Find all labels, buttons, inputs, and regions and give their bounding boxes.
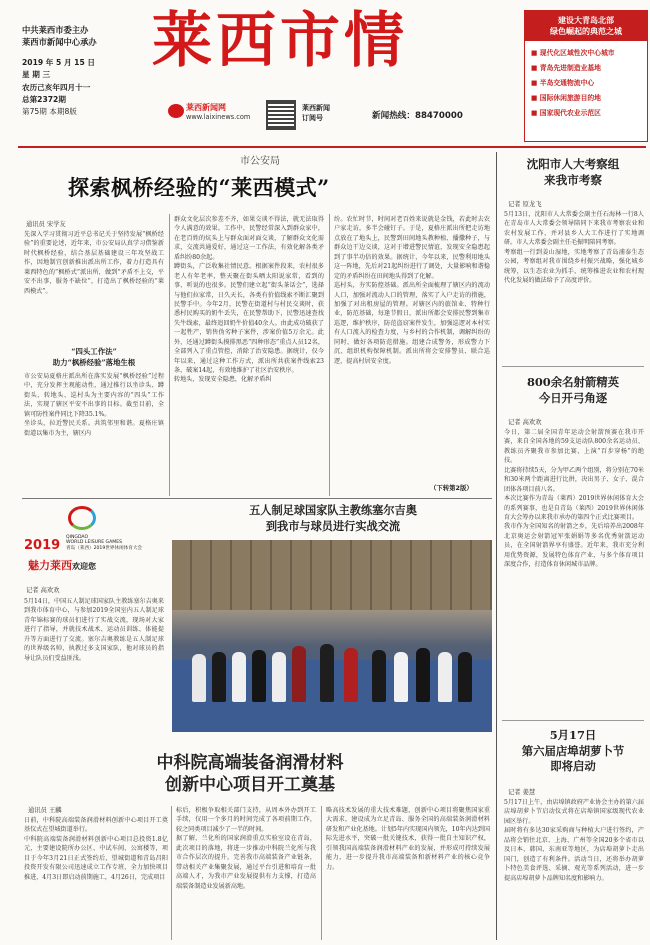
- player-figure: [212, 652, 226, 702]
- right-byline-3: 记者 姜慧: [508, 789, 536, 796]
- site-name: 莱西新闻网: [186, 103, 226, 112]
- bottom-headline: [80, 752, 420, 796]
- right-headline-2-line2: 今日开弓角逐: [538, 391, 608, 405]
- promo-title: [525, 11, 647, 41]
- right-headline-3: [500, 728, 646, 775]
- football-byline: 记者 高欢欢: [26, 587, 60, 594]
- football-photo: [172, 540, 492, 732]
- masthead-rule: [18, 146, 646, 148]
- lead-subhead-1: “四头工作法”: [71, 347, 117, 356]
- right-headline-3-date: 5月17日: [549, 728, 597, 742]
- promo-item: ■ 现代化区域性次中心城市: [531, 49, 615, 58]
- site-logo-icon: [168, 104, 184, 118]
- right-headline-3-line2: 即将启动: [550, 759, 596, 773]
- promo-list: [525, 41, 647, 126]
- right-byline-1: 记者 原龙飞: [508, 201, 542, 208]
- wechat-label-1: 莱西新闻: [302, 104, 330, 112]
- weekday: 星 期 三: [22, 70, 51, 80]
- games-name-3: 青岛（莱西）2019世界休闲体育大会: [66, 545, 143, 551]
- player-figure: [292, 646, 306, 702]
- lead-kicker: 市公安局: [240, 156, 280, 167]
- bottom-text-col2: 标后，积极争取相关部门支持，从周本外办到开工手续，仅用一个多月的时间完成了各项前期工作，较之同类项目减少了一半的时间。 据了解，兰化所的国家润滑重点实验室设在青岛，此次项目的落地，将进一步推动中科院兰化所与我市合作层次的提升，完善我市高端装备产业链条，带动相关产业集聚发展，通过平台引进和培育一批高端人才，为我市产业发展提供有力支撑，打造高端装备制造业发展新高地。: [176, 807, 316, 890]
- lead-subhead: [24, 346, 164, 368]
- newspaper-logo: 莱西市情: [152, 6, 408, 76]
- football-headline-1: 五人制足球国家队主教练塞尔吉奥: [249, 503, 417, 517]
- right-byline-2: 记者 高欢欢: [508, 419, 542, 426]
- sponsor-line-2: 莱西市新闻中心承办: [22, 37, 97, 48]
- player-figure: [272, 652, 286, 702]
- player-figure: [320, 644, 334, 702]
- masthead-info: [22, 24, 142, 119]
- player-figure: [192, 654, 206, 702]
- football-text: 5月14日，中国五人制足球国家队主教练塞尔吉奥来到我市体育中心，与参加2019全国室内五人制足球青年锦标赛的球员们进行了实战交流，现场对大家进行了指导，并就技术战术、运动员训练、体能提升等方面进行了交流。塞尔吉奥教练是五人制足球的世界级名帅，执教过多支国家队，他对球员的指导让队员们受益匪浅。: [24, 598, 164, 662]
- slogan-text: 魅力莱西: [28, 559, 72, 572]
- lead-text-col1: 先深入学习贯彻习近平总书记关于坚持发展“枫桥经验”的重要论述，近年来，市公安局认真学习借鉴新时代枫桥经验，结合基层基础建设三年攻坚战工作，因地制宜创新推出派出所工作，着力打造具有莱西特色的“枫桥式”派出所，做到“矛盾不上交，平安不出事，服务不缺位”，打造出了枫桥经验的“莱西模式”。: [24, 231, 164, 295]
- player-figure: [372, 650, 386, 702]
- lead-headline: 探索枫桥经验的“莱西模式”: [68, 175, 330, 200]
- section-rule: [22, 498, 492, 499]
- lead-text-col3: 纷。农忙时节，时间对老百姓来说就是金钱，若此时去农户家走访，多半会碰钉子。于是，夏格庄派出所把走访地点放在了地头上，民警到田间地头教种植、播撒种子，与群众边干边交谈，这对于增进警民情谊，发现安全隐患起到了事半功倍的效果。据统计，今年以来，民警利用地头这一阵地，先后对21起纠纷进行了调处，大量影响和谐稳定的矛盾纠纷在田间地头得到了化解。 巡村头，夯实防控基础。派出所全面梳理了辖区内的流动人口，加强对流动人口的管理，落实了入户走访的措施，加强了对出租房屋的管理。对辖区内的旅馆业、特种行业，防范基础，每逢节假日，派出所都会安排民警到集市巡逻，维护秩序，防范盗窃案件发生，加强巡逻对本村实有人口流入的检查力度，与乡村的合作机制，调解纠纷的同时，做好各项防范措施。组建合成警务，形成警力下沉、组织机构保障机制。派出所将会安排警员、联合巡逻，提高村居安全度。: [334, 216, 490, 365]
- bottom-text-col3: 略高技术发展的重大技术难题，创新中心项目将聚焦国家重大需求，建设成为立足青岛、服务全国的高端装备润滑材料研发和产业化基地。计划5年内实现国内领先，10年内达到国际先进水平，突破一批关键技术，获得一批自主知识产权，引领我国高端装备润滑材料产业的发展，并形成可持续发展能力，进一步提升我市高端装备和新材料产业的核心竞争力。: [326, 807, 490, 871]
- right-headline-1-line2: 来我市考察: [544, 173, 602, 187]
- lead-subhead-2: 助力“枫桥经验”落地生根: [52, 358, 136, 367]
- right-text-3: 5月17日上午，由店埠镇政府产业协会主办的第六届店埠胡萝卜节启动仪式将在店埠镇国家级现代农业园区举行。 届时将有多达30家采购商与种植大户进行签约，产品将会销往北京、上海、广州等全国20多个省市以及日本、韩国、东南亚等地区，为店埠胡萝卜走出国门，创造了有利条件。活动当日，还将举办胡萝卜特色美食评选、采摘、观光等系列活动，进一步提高店埠胡萝卜品牌知名度和影响力。: [504, 799, 644, 882]
- hotline: 新闻热线：88470000: [372, 111, 463, 121]
- promo-title-2: 绿色崛起的典范之城: [550, 27, 622, 37]
- right-headline-3-line1: 第六届店埠胡萝卜节: [521, 743, 625, 758]
- page-divider: [496, 152, 497, 940]
- games-emblem: [24, 506, 164, 582]
- column-divider: [321, 806, 322, 940]
- games-year: 2019: [24, 538, 61, 553]
- promo-title-1: 建设大青岛北部: [558, 16, 614, 25]
- right-headline-2-line1: 800余名射箭精英: [526, 375, 620, 389]
- welcome-text: 欢迎您: [72, 561, 96, 571]
- right-headline-1: [500, 156, 646, 188]
- issue-year: 第75期 本期8版: [22, 107, 77, 117]
- qr-code-icon: [266, 100, 296, 130]
- site-url[interactable]: www.laixinews.com: [186, 113, 251, 121]
- games-name-1: QINGDAO: [66, 535, 89, 540]
- player-figure: [344, 648, 358, 702]
- player-figure: [458, 652, 472, 702]
- player-figure: [416, 648, 430, 702]
- lead-byline: 通讯员 宋学友: [26, 221, 66, 228]
- right-headline-1-line1: 沈阳市人大考察组: [526, 157, 620, 171]
- football-headline: [172, 502, 494, 534]
- right-text-2: 今日，第二届全国青年运动会射箭预赛在我市开赛，来自全国各地的59支运动队800余名运动员、教练员齐聚我市参加比赛，上演“百步穿杨”的绝技。 比赛将持续5天，分为甲乙两个组别，将分别在70米和30米两个距离进行比拼，决出男子、女子、混合团体各项目前八名。 本次比赛作为青岛（莱西）2019世界休闲体育大会的系列赛事，也是自青岛（莱西）2019世界休闲体育大会筹办以来我市承办的第四个正式比赛项目。 我市作为全国知名的射箭之乡，先后培养出2008年北京奥运会射箭冠军张娟娟等多名优秀射箭运动员，在全国射箭界享有盛誉。近年来，我市充分利用优势资源，发展特色体育产业，与多个体育项目深度合作，打造体育休闲城市品牌。: [504, 429, 644, 569]
- promo-item: ■ 半岛交通物流中心: [531, 79, 595, 88]
- continued-note: （下转第2版）: [430, 484, 473, 492]
- promo-item: ■ 国家现代农业示范区: [531, 109, 601, 118]
- lunar-date: 农历己亥年四月十一: [22, 82, 91, 92]
- column-divider: [169, 214, 170, 496]
- football-headline-2: 到我市与球员进行实战交流: [265, 519, 401, 533]
- sponsor-line-1: 中共莱西市委主办: [22, 25, 89, 35]
- right-text-1: 5月13日，沈阳市人大常委会副主任石海林一行8人在青岛市人大常委会领导陪同下来我市考察农业和农村发展工作，并对县乡人大工作进行了实地调研。市人大常委会副主任毛振明陪同考察。 考察组一行到姜山湿地，实地考察了青岛浦泰生态公园，考察组对我市围绕乡村振兴战略，强化城乡统筹，以生态农业为抓手，统筹推进农业和农村现代化发展的做法给予了高度评价。: [504, 211, 644, 285]
- photo-wall: [172, 540, 492, 610]
- games-slogan: [28, 558, 96, 575]
- bottom-headline-1: 中科院高端装备润滑材料: [156, 753, 344, 773]
- player-figure: [232, 652, 246, 702]
- player-figure: [438, 652, 452, 702]
- player-figure: [252, 650, 266, 702]
- bottom-text-col1: 日前，中科院高端装备润滑材料创新中心项目开工奠基仪式在望城街道举行。 中科院高端装备润滑材料创新中心项目总投资1.8亿元，主要建设院所办公区、中试车间、公寓楼等，项目于今年3月21日正式签约后，望城街道和青岛昌阳投资开发有限公司迅速成立工作专班，全力加快项目推进，4月3日即启动前期施工，4月26日，完成项目: [24, 817, 168, 881]
- column-divider: [329, 214, 330, 496]
- date: 2019 年 5 月 15 日: [22, 57, 95, 67]
- bottom-headline-2: 创新中心项目开工奠基: [165, 775, 335, 795]
- section-rule: [502, 366, 644, 367]
- lead-text-col1b: 市公安局夏格庄派出所在落实发展“枫桥经验”过程中，充分发挥主观能动性，通过推行以坐诊头、蹲街头、转地头、巡村头为主要内容的“四头”工作法，实现了辖区平安不出事的目标。截至目前，全镇可防性案件同比下降35.1%。 坐诊头，拉近警民关系。共筑邻里和谐。夏格庄镇街道以集市为主，辖区内: [24, 373, 164, 437]
- promo-box: [524, 10, 648, 142]
- lead-text-col2: 群众文化层次参差不齐，如果交谈不得法，就无法取得令人满意的效果。工作中，民警经常深入到群众家中，在老百姓的炕头上与群众面对面交谈，了解群众文化需求，交流共通爱好，通过这一工作法，有效化解各类矛盾纠纷80余起。 蹲街头，广泛收集社情民意。根据案件段来，农村很多老人有年老率，整天聚在街头晒太阳说家常，看到的事、听说的也很多。民警们建立起“街头茶话会”，选择与他们拉家常，日久天长，各类有价值线索不断汇聚到民警手中。今年2月，民警在街道村与村民交谈时，获悉村民购买的奶牛丢失，在民警帮助下，民警迅速查找失牛线索，最终追回奶牛价值40余人。由此成功破获了一起牲产，销售伪劣种子案件，涉案价值5万余元。此外，还通过蹲街头摸排黑恶“四种形态”重点人员12名，全部列入了重点管控，消除了治安隐患。据统计，仅今年以来，通过这种工作方式，派出所共获案件线索23条，破案14起，有效地维护了社区治安秩序。 转地头，发现安全隐患，化解矛盾纠: [174, 216, 324, 384]
- player-figure: [394, 652, 408, 702]
- promo-item: ■ 国际休闲旅游目的地: [531, 94, 601, 103]
- games-emblem-icon: [68, 506, 96, 530]
- wechat-label-2: 订阅号: [302, 114, 323, 122]
- column-divider: [171, 806, 172, 940]
- section-rule: [502, 720, 644, 721]
- games-name-2: WORLD LEISURE GAMES: [66, 540, 123, 546]
- issue-total: 总第2372期: [22, 95, 66, 105]
- right-headline-2: [500, 374, 646, 406]
- bottom-byline: 通讯员 王麟: [28, 807, 62, 814]
- promo-item: ■ 青岛先进制造业基地: [531, 64, 601, 73]
